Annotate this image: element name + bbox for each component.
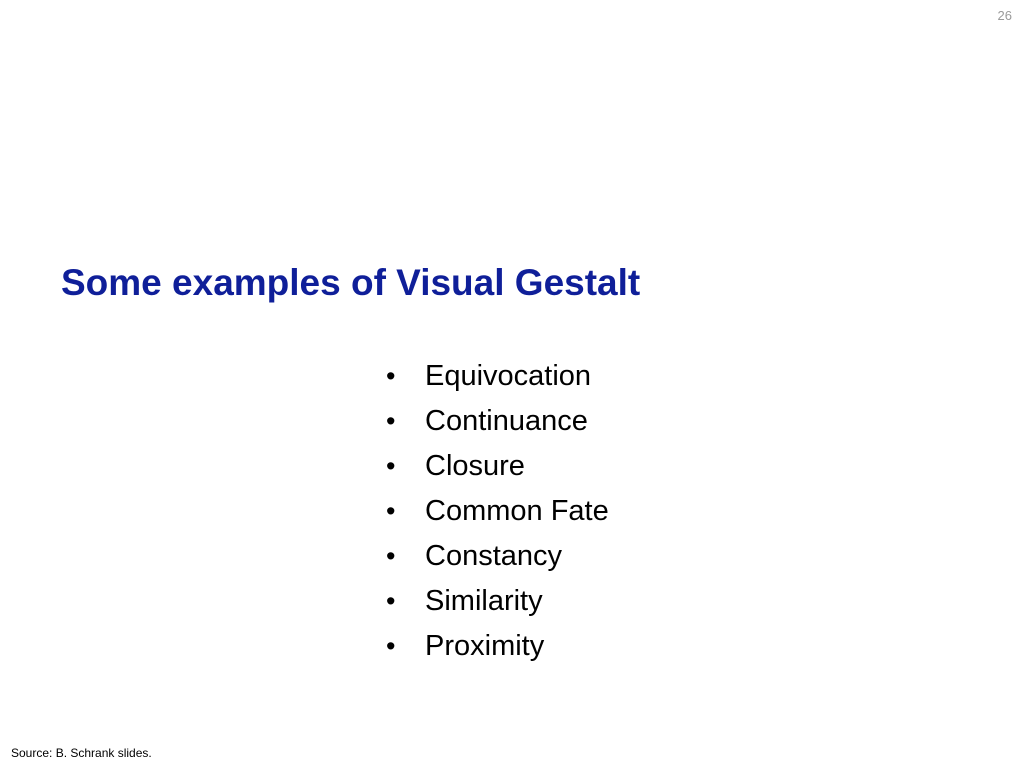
list-item-label: Common Fate bbox=[425, 495, 609, 527]
list-item bbox=[386, 540, 609, 585]
list-item-label: Constancy bbox=[425, 540, 563, 572]
slide-title: Some examples of Visual Gestalt bbox=[61, 262, 641, 303]
list-item-label: Closure bbox=[425, 450, 525, 482]
bullet-icon: • bbox=[386, 406, 396, 436]
list-item-label: Similarity bbox=[425, 585, 543, 617]
list-item-label: Continuance bbox=[425, 405, 588, 437]
list-item bbox=[386, 450, 609, 495]
list-item-label: Proximity bbox=[425, 630, 545, 662]
bullet-icon: • bbox=[386, 631, 396, 661]
list-item bbox=[386, 405, 609, 450]
page-number: 26 bbox=[997, 8, 1012, 23]
list-item bbox=[386, 630, 609, 675]
list-item bbox=[386, 360, 609, 405]
bullet-icon: • bbox=[386, 586, 396, 616]
bullet-icon: • bbox=[386, 451, 396, 481]
bullet-icon: • bbox=[386, 361, 396, 391]
source-note: Source: B. Schrank slides. bbox=[11, 746, 152, 760]
bullet-icon: • bbox=[386, 496, 396, 526]
list-item bbox=[386, 495, 609, 540]
bullet-list bbox=[386, 360, 609, 675]
bullet-icon: • bbox=[386, 541, 396, 571]
list-item-label: Equivocation bbox=[425, 360, 592, 392]
list-item bbox=[386, 585, 609, 630]
